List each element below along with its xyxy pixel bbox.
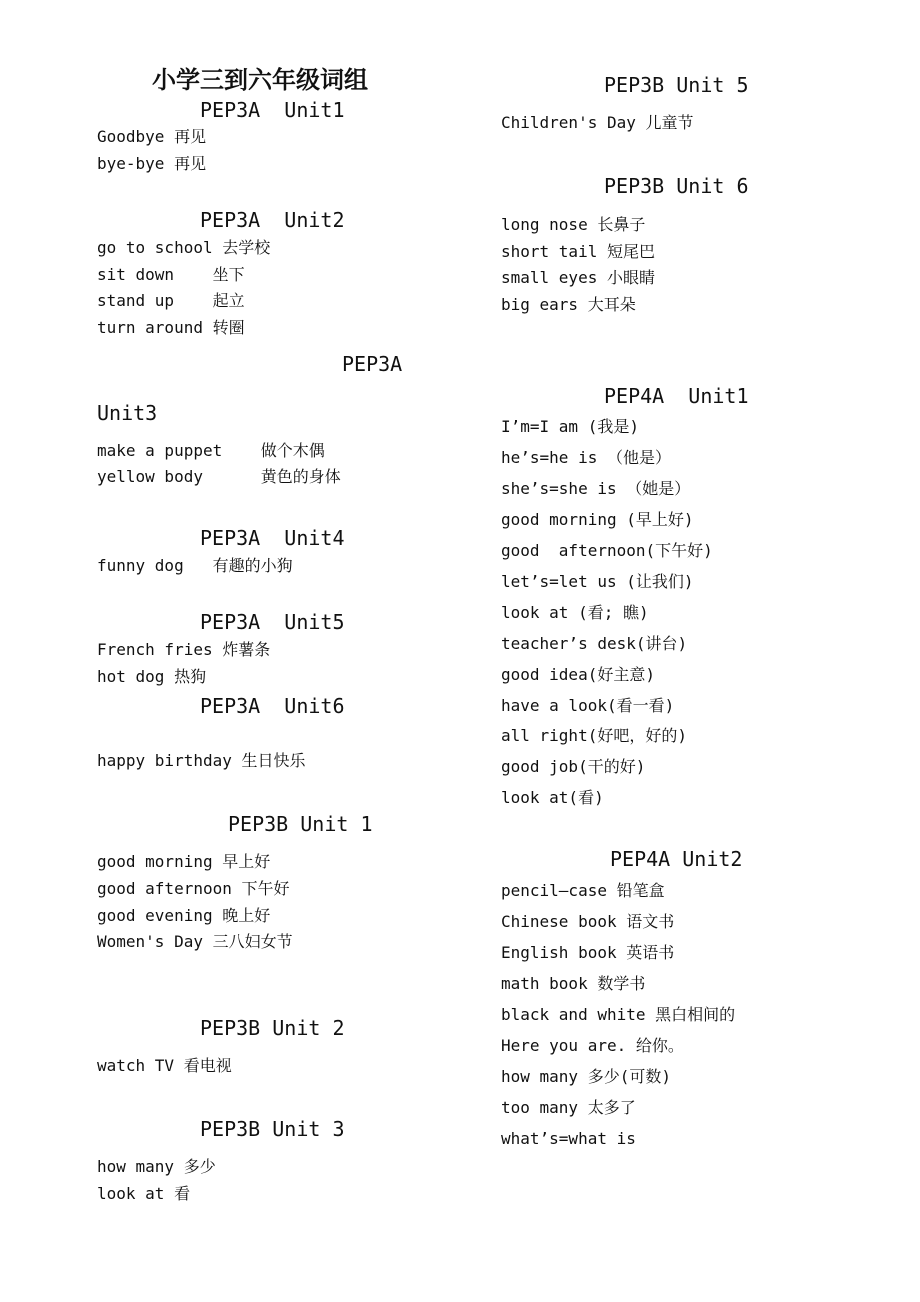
phrase-line: turn around 转圈 — [97, 318, 245, 337]
phrase-line: French fries 炸薯条 — [97, 640, 271, 659]
heading-unit3: Unit3 — [97, 401, 158, 425]
phrase-line: let’s=let us (让我们) — [501, 572, 694, 591]
heading-pep3a-unit4: PEP3A Unit4 — [200, 526, 345, 550]
heading-pep3a-unit2: PEP3A Unit2 — [200, 208, 345, 232]
heading-pep4a-unit2: PEP4A Unit2 — [610, 847, 743, 871]
heading-pep3b-unit3: PEP3B Unit 3 — [200, 1117, 345, 1141]
phrase-line: good job(干的好) — [501, 757, 646, 776]
phrase-line: Goodbye 再见 — [97, 127, 207, 146]
phrase-line: funny dog 有趣的小狗 — [97, 556, 293, 575]
phrase-line: English book 英语书 — [501, 943, 675, 962]
phrase-line: look at 看 — [97, 1184, 191, 1203]
phrase-line: long nose 长鼻子 — [501, 215, 646, 234]
phrase-line: good evening 晚上好 — [97, 906, 271, 925]
phrase-line: how many 多少 — [97, 1157, 216, 1176]
phrase-line: make a puppet 做个木偶 — [97, 441, 325, 460]
heading-pep3a-unit5: PEP3A Unit5 — [200, 610, 345, 634]
phrase-line: all right(好吧，好的) — [501, 726, 687, 745]
phrase-line: look at (看; 瞧) — [501, 603, 649, 622]
phrase-line: have a look(看一看) — [501, 696, 675, 715]
phrase-line: Women's Day 三八妇女节 — [97, 932, 293, 951]
heading-pep3b-unit1: PEP3B Unit 1 — [228, 812, 373, 836]
phrase-line: how many 多少(可数) — [501, 1067, 671, 1086]
phrase-line: watch TV 看电视 — [97, 1056, 232, 1075]
phrase-line: Chinese book 语文书 — [501, 912, 675, 931]
heading-pep4a-unit1: PEP4A Unit1 — [604, 384, 749, 408]
heading-pep3b-unit6: PEP3B Unit 6 — [604, 174, 749, 198]
phrase-line: big ears 大耳朵 — [501, 295, 636, 314]
phrase-line: short tail 短尾巴 — [501, 242, 655, 261]
heading-pep3b-unit2: PEP3B Unit 2 — [200, 1016, 345, 1040]
phrase-line: happy birthday 生日快乐 — [97, 751, 306, 770]
phrase-line: good afternoon(下午好) — [501, 541, 713, 560]
phrase-line: black and white 黑白相间的 — [501, 1005, 736, 1024]
phrase-line: he’s=he is （他是） — [501, 448, 671, 467]
phrase-line: good afternoon 下午好 — [97, 879, 290, 898]
heading-pep3b-unit5: PEP3B Unit 5 — [604, 73, 749, 97]
phrase-line: small eyes 小眼睛 — [501, 268, 655, 287]
phrase-line: sit down 坐下 — [97, 265, 245, 284]
heading-pep3a: PEP3A — [342, 352, 403, 376]
phrase-line: too many 太多了 — [501, 1098, 636, 1117]
phrase-line: Here you are. 给你。 — [501, 1036, 684, 1055]
phrase-line: go to school 去学校 — [97, 238, 271, 257]
heading-pep3a-unit6: PEP3A Unit6 — [200, 694, 345, 718]
heading-pep3a-unit1: PEP3A Unit1 — [200, 98, 345, 122]
phrase-line: hot dog 热狗 — [97, 667, 207, 686]
phrase-line: teacher’s desk(讲台) — [501, 634, 688, 653]
phrase-line: stand up 起立 — [97, 291, 245, 310]
phrase-line: bye-bye 再见 — [97, 154, 207, 173]
phrase-line: Children's Day 儿童节 — [501, 113, 694, 132]
document-title: 小学三到六年级词组 — [152, 66, 368, 94]
phrase-line: math book 数学书 — [501, 974, 646, 993]
phrase-line: yellow body 黄色的身体 — [97, 467, 341, 486]
phrase-line: what’s=what is — [501, 1129, 636, 1148]
phrase-line: she’s=she is （她是） — [501, 479, 691, 498]
phrase-line: good morning 早上好 — [97, 852, 271, 871]
phrase-line: I’m=I am (我是) — [501, 417, 639, 436]
phrase-line: good morning (早上好) — [501, 510, 694, 529]
phrase-line: good idea(好主意) — [501, 665, 655, 684]
phrase-line: pencil—case 铅笔盒 — [501, 881, 665, 900]
phrase-line: look at(看) — [501, 788, 604, 807]
